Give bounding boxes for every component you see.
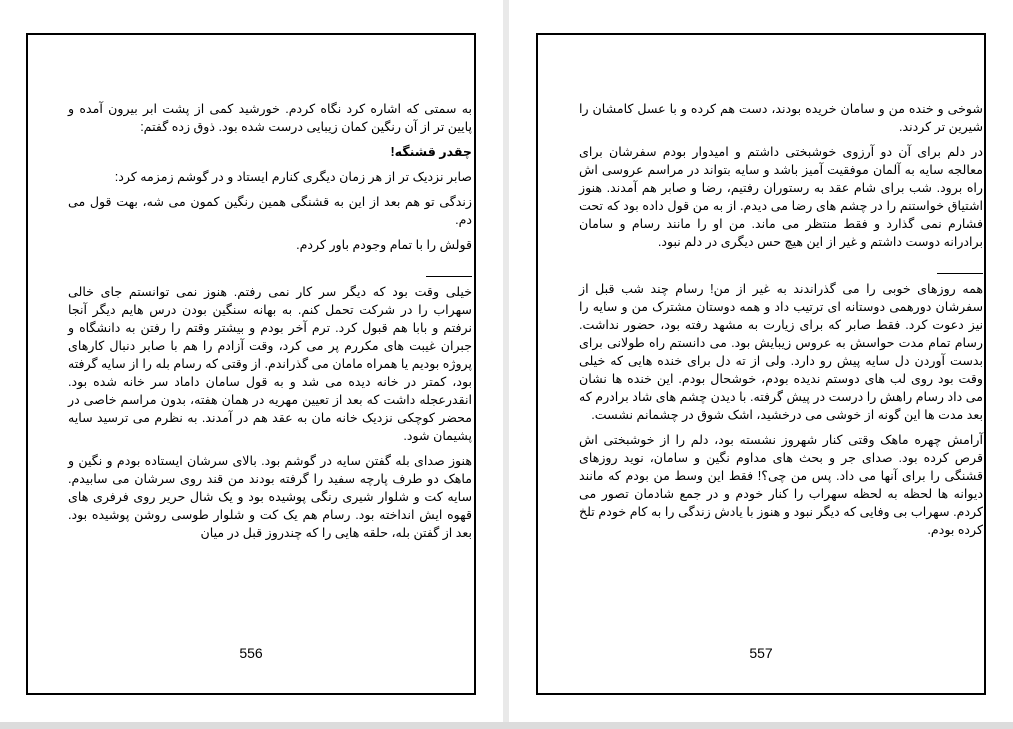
paragraph: قولش را با تمام وجودم باور کردم. bbox=[296, 238, 472, 252]
paragraph: شوخی و خنده من و سامان خریده بودند، دست هم کرده و با عسل کامشان را شیرین تر کردند. bbox=[579, 102, 983, 134]
paragraph: هنوز صدای بله گفتن سایه در گوشم بود. بالای سرشان ایستاده بودم و نگین و ماهک دو طرف پارچه سفید را گرفته بودند من قند روی سرشان می سابیدم. سایه کت و شلوار شیری رنگی پوشیده بود و یک شال حریر روی فرفری های قهوه ایش انداخته بود. رسام هم یک کت و شلوار طوسی روشن پوشیده بود. بعد از گفتن بله، حلقه هایی را که چندروز قبل در میان bbox=[68, 454, 472, 540]
page-number: 557 bbox=[749, 645, 773, 661]
paragraph: آرامش چهره ماهک وقتی کنار شهروز نشسته بود، دلم را از خوشبختی اش قرص کرده بود. صدای جر و بحث های مداوم نگین و سامان، نوید روزهای قشنگی را برای آنها می داد. پس من چی؟! فقط این وسط من بودم که مانند دیوانه ها لحظه به لحظه سهراب را کنار خودم و در جمع شادمان تصور می کردم. سهراب بی وفایی که دیگر نبود و هنوز با یادش زندگی را به کام خودم تلخ کرده بودم. bbox=[579, 433, 983, 537]
right-page-sheet bbox=[509, 0, 1013, 722]
paragraph-exclamation: چقدر قشنگه! bbox=[390, 145, 472, 159]
paragraph: صابر نزدیک تر از هر زمان دیگری کنارم ایستاد و در گوشم زمزمه کرد: bbox=[114, 170, 472, 184]
paragraph: همه روزهای خوبی را می گذراندند به غیر از من! رسام چند شب قبل از سفرشان دورهمی دوستانه ای ترتیب داد و همه دوستان مشترک من و سایه را نیز دعوت کرد. فقط صابر که برای زیارت به مشهد رفته بود، حضور نداشت. رسام تمام مدت حواسش به عروس زیبایش بود. می دانستم راه طولانی برای بدست آوردن دل سایه پیش رو دارد. ولی از ته دل برای خنده هایی که خیلی وقت بود روی لب های دوستم ندیده بودم، خوشحال بودم. این خنده ها نشان می داد رسام راهش را درست در پیش گرفته. با دیدن چشم های شاد برادرم که بعد مدت ها این گونه از خوشی می درخشید، اشک شوق در چشمانم نشست. bbox=[579, 282, 983, 422]
left-page-frame bbox=[26, 33, 476, 695]
viewer-bottom-strip bbox=[0, 722, 1013, 729]
section-separator bbox=[426, 276, 472, 277]
paragraph: در دلم برای آن دو آرزوی خوشبختی داشتم و امیدوار بودم سفرشان برای معالجه سایه به آلمان موفقیت آمیز باشد و سایه بتواند در مراسم عروسی اش راه برود. شب برای شام عقد به رستوران رفتیم، رضا و صابر هم آمدند. هنوز اشتیاق خواستنم را در چشم های رضا می دیدم. از به من قول داده بود که تحت فشارم نمی گذارد و فقط منتظر می ماند. من او را مانند رسام و سامان برادرانه دوست داشتم و غیر از این هیچ حس دیگری در دلم نبود. bbox=[579, 145, 983, 249]
left-page-text bbox=[68, 100, 472, 660]
section-separator bbox=[937, 273, 983, 274]
right-page-frame bbox=[536, 33, 986, 695]
page-number: 556 bbox=[239, 645, 263, 661]
right-page-text bbox=[579, 100, 983, 660]
paragraph: زندگی تو هم بعد از این به قشنگی همین رنگین کمون می شه، بهت قول می دم. bbox=[68, 195, 472, 227]
left-page-sheet bbox=[0, 0, 503, 722]
paragraph: به سمتی که اشاره کرد نگاه کردم. خورشید کمی از پشت ابر بیرون آمده و پایین تر از آن رنگین کمان زیبایی درست شده بود. ذوق زده گفتم: bbox=[68, 102, 472, 134]
paragraph: خیلی وقت بود که دیگر سر کار نمی رفتم. هنوز نمی توانستم جای خالی سهراب را در شرکت تحمل کنم. به بهانه سنگین بودن درس هایم دیگر آنجا نرفتم و بابا هم قبول کرد. ترم آخر بودم و بیشتر وقتم را رفتن به دانشگاه و جبران غیبت های مکررم پر می کرد، وقت آزادم را هم با صابر دنبال کارهای پروژه بودیم یا همراه مامان می گذراندم. از وقتی که رسام بله را از سایه گرفته بود، کمتر در خانه دیده می شد و به قول سامان داماد سر خانه شده بود. انقدرعجله داشت که بعد از تعیین مهریه در همان هفته، بدون مراسم خاصی در محضر کوچکی نزدیک خانه مان به عقد هم در آمدند. به نظرم می ترسید سایه پشیمان شود. bbox=[68, 285, 472, 443]
